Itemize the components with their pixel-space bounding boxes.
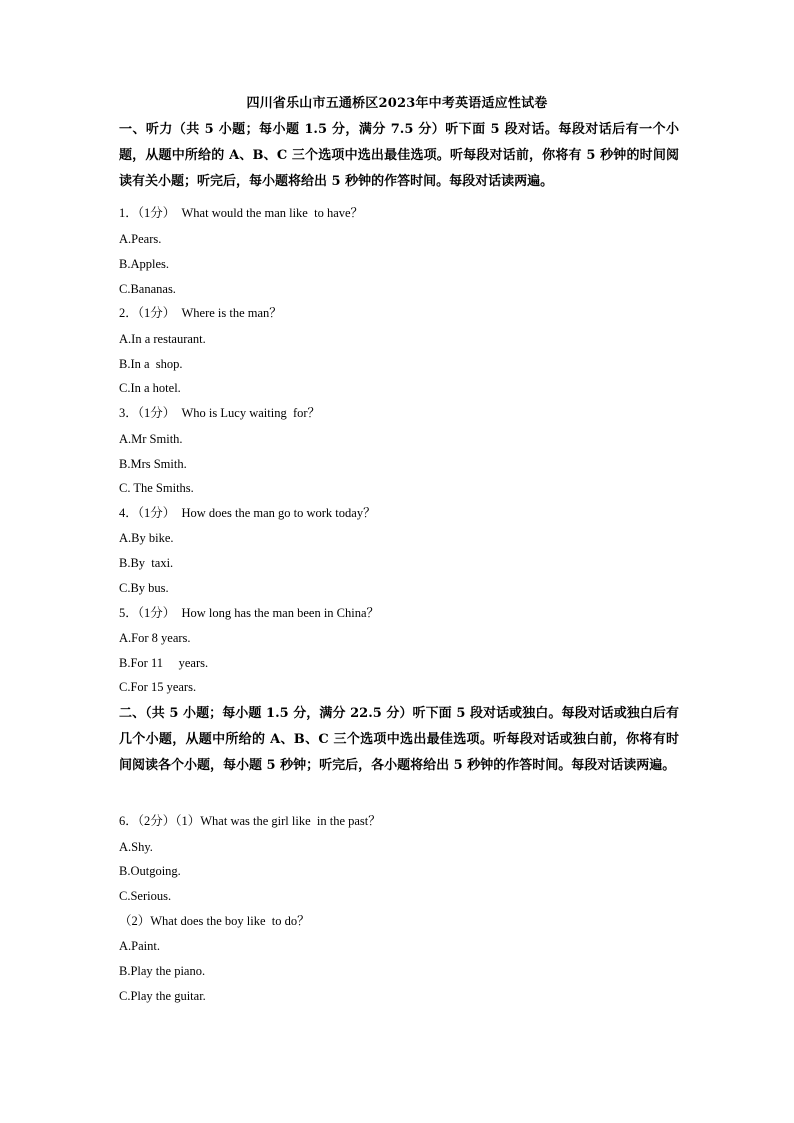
question-4-option-c: C.By bus. [119, 581, 169, 595]
page-title: 四川省乐山市五通桥区2023年中考英语适应性试卷 [246, 96, 548, 111]
question-2-stem: 2．（1分） Where is the man？ [119, 306, 282, 320]
question-6-part-2-stem: （2）What does the boy like to do？ [119, 914, 310, 928]
question-1-option-b: B.Apples. [119, 257, 169, 271]
question-2-option-c: C.In a hotel. [119, 381, 181, 395]
question-4-stem: 4．（1分） How does the man go to work today？ [119, 506, 376, 520]
question-5-stem: 5．（1分） How long has the man been in China？ [119, 606, 380, 620]
question-2-option-a: A.In a restaurant. [119, 332, 206, 346]
question-6-part-1-option-c: C.Serious. [119, 889, 172, 903]
question-1-option-c: C.Bananas. [119, 282, 176, 296]
question-6-part-2-option-c: C.Play the guitar. [119, 989, 206, 1003]
question-2-option-b: B.In a shop. [119, 357, 183, 371]
question-3-option-b: B.Mrs Smith. [119, 457, 187, 471]
question-5-option-a: A.For 8 years. [119, 631, 191, 645]
question-1-option-a: A.Pears. [119, 232, 162, 246]
question-3-option-c: C. The Smiths. [119, 481, 194, 495]
question-6-part-1-option-a: A.Shy. [119, 840, 153, 854]
section-1-instructions: 一、听力（共 5 小题；每小题 1.5 分，满分 7.5 分）听下面 5 段对话。每段对话后有一个小题，从题中所给的 A、B、C 三个选项中选出最佳选项。听每段对话前，你将有 5 秒钟的时间阅读有关小题；听完后，每小题将给出 5 秒钟的作答时间。每段对话读两遍。 [119, 122, 679, 189]
question-1-stem: 1．（1分） What would the man like to have？ [119, 206, 364, 220]
section-2-instructions: 二、（共 5 小题；每小题 1.5 分，满分 22.5 分）听下面 5 段对话或独白。每段对话或独白后有几个小题，从题中所给的 A、B、C 三个选项中选出最佳选项。听每段对话或独白前，你将有时间阅读各个小题，每小题 5 秒钟；听完后，各小题将给出 5 秒钟的作答时间。每段对话读两遍。 [119, 706, 679, 773]
question-3-option-a: A.Mr Smith. [119, 432, 183, 446]
question-6-part-1-stem: 6．（2分）（1）What was the girl like in the past？ [119, 814, 381, 828]
question-4-option-b: B.By taxi. [119, 556, 174, 570]
question-3-stem: 3．（1分） Who is Lucy waiting for？ [119, 406, 321, 420]
question-6-part-2-option-a: A.Paint. [119, 939, 160, 953]
question-5-option-b: B.For 11 years. [119, 656, 209, 670]
question-6-part-1-option-b: B.Outgoing. [119, 864, 181, 878]
question-5-option-c: C.For 15 years. [119, 680, 197, 694]
question-6-part-2-option-b: B.Play the piano. [119, 964, 206, 978]
question-4-option-a: A.By bike. [119, 531, 174, 545]
